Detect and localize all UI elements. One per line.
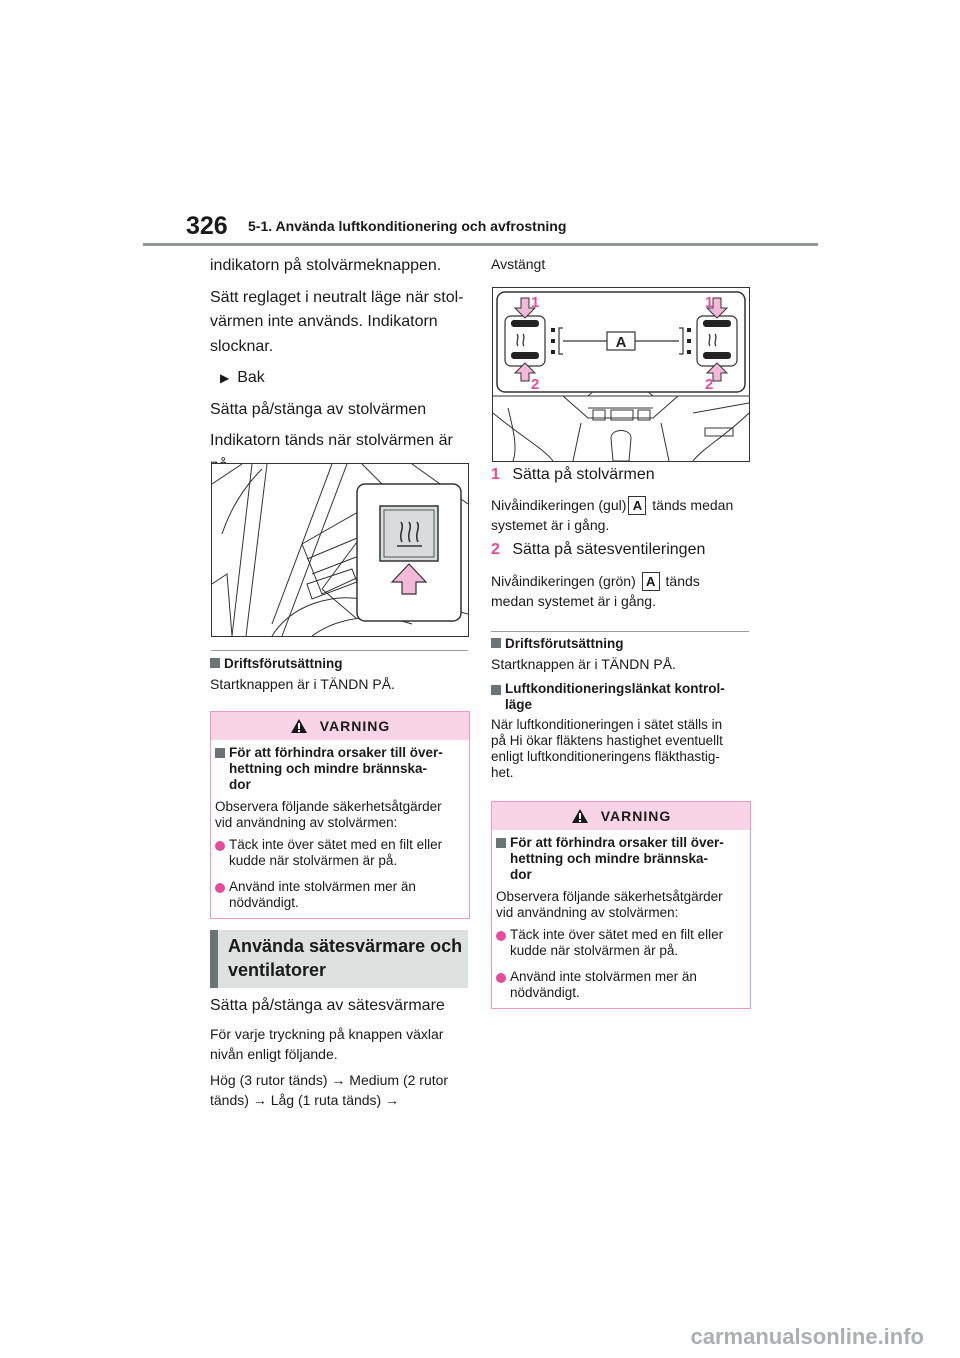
bullet-icon	[215, 841, 225, 851]
triangle-right-icon: ▶	[220, 371, 230, 385]
figure-label-1: 1	[531, 294, 540, 311]
header-rule	[143, 243, 818, 246]
square-bullet-icon	[496, 838, 506, 848]
warning-header: VARNING	[492, 802, 750, 830]
section-title: 5-1. Använda luftkonditionering och avfrostning	[248, 218, 567, 234]
warning-heading: För att förhindra orsaker till över- hettning och mindre brännska- dor	[215, 745, 463, 793]
indicator-A-label: A	[628, 496, 646, 515]
bullet-icon	[496, 973, 506, 983]
paragraph: Sätta på/stänga av sätesvärmare	[210, 997, 445, 1014]
front-console-illustration	[493, 288, 749, 461]
figure-label-1: 1	[705, 294, 714, 311]
divider	[211, 650, 468, 651]
page-number: 326	[186, 212, 228, 240]
arrow-icon: →	[331, 1072, 346, 1088]
left-intro	[210, 254, 470, 478]
bullet-icon	[496, 931, 506, 941]
figure-label-A: A	[615, 334, 627, 351]
condition-text: Startknappen är i TÄNDN PÅ.	[210, 676, 395, 692]
warning-bullet: Använd inte stolvärmen mer än nödvändigt.	[215, 879, 463, 911]
arrow-icon: →	[385, 1092, 400, 1108]
step-1: 1 Sätta på stolvärmen	[491, 466, 655, 483]
warning-box	[210, 711, 470, 919]
warning-intro: Observera följande säkerhetsåtgärder vid användning av stolvärmen:	[496, 889, 723, 920]
condition-heading: Driftsförutsättning	[491, 636, 624, 651]
warning-triangle-icon	[290, 715, 308, 743]
step-2: 2 Sätta på sätesventileringen	[491, 541, 706, 558]
section-heading-box	[210, 930, 468, 988]
warning-bullet: Täck inte över sätet med en filt eller kudde när stolvärmen är på.	[215, 837, 463, 869]
link-mode-text: När luftkonditioneringen i sätet ställs in på Hi ökar fläktens hastighet eventuellt enligt luftkonditioneringens fläkthastig- het.	[491, 717, 723, 780]
condition-text: Startknappen är i TÄNDN PÅ.	[491, 656, 676, 672]
square-bullet-icon	[215, 748, 225, 758]
section-heading: Använda sätesvärmare och ventilatorer	[228, 936, 463, 980]
figure-label-2: 2	[531, 376, 540, 393]
rear-seat-heater-figure	[211, 463, 469, 637]
square-bullet-icon	[491, 638, 501, 648]
paragraph: slocknar.	[210, 337, 274, 355]
watermark: carmanualsonline.info	[690, 1324, 924, 1349]
warning-box	[491, 801, 751, 1009]
front-seat-controls-figure	[492, 287, 750, 462]
warning-header: VARNING	[211, 712, 469, 740]
step-2-note: Nivåindikeringen (grön) A tänds medan systemet är i gång.	[491, 573, 700, 609]
indicator-A-label: A	[642, 572, 660, 591]
divider	[491, 631, 749, 632]
arrow-icon: →	[252, 1092, 267, 1108]
link-mode-heading: Luftkonditioneringslänkat kontrol- läge	[491, 681, 725, 713]
condition-heading: Driftsförutsättning	[210, 656, 343, 671]
warning-bullet: Täck inte över sätet med en filt eller kudde när stolvärmen är på.	[496, 927, 744, 959]
step-1-note: Nivåindikeringen (gul) A tänds medan systemet är i gång.	[491, 497, 734, 533]
paragraph: Sätta på/stänga av stolvärmen	[210, 400, 427, 418]
warning-heading: För att förhindra orsaker till över- hettning och mindre brännska- dor	[496, 835, 744, 883]
paragraph: Avstängt	[491, 256, 546, 272]
figure-label-2: 2	[705, 376, 714, 393]
warning-intro: Observera följande säkerhetsåtgärder vid användning av stolvärmen:	[215, 799, 442, 830]
warning-bullet: Använd inte stolvärmen mer än nödvändigt.	[496, 969, 744, 1001]
paragraph: värmen inte används. Indikatorn	[210, 313, 438, 330]
square-bullet-icon	[491, 685, 501, 695]
square-bullet-icon	[210, 658, 220, 668]
rear-door-illustration	[212, 464, 468, 636]
warning-triangle-icon	[571, 805, 589, 833]
paragraph: Indikatorn tänds när stolvärmen är	[210, 432, 453, 449]
paragraph: Sätt reglaget i neutralt läge när stol-	[210, 288, 464, 306]
bak-subheading: ▶ Bak	[220, 369, 265, 386]
paragraph: indikatorn på stolvärmeknappen.	[210, 257, 442, 274]
bullet-icon	[215, 883, 225, 893]
paragraph: För varje tryckning på knappen växlar nivån enligt följande. Hög (3 rutor tänds) → Medium (2 rutor tänds) → Låg (1 ruta tänds) →	[210, 1026, 449, 1108]
